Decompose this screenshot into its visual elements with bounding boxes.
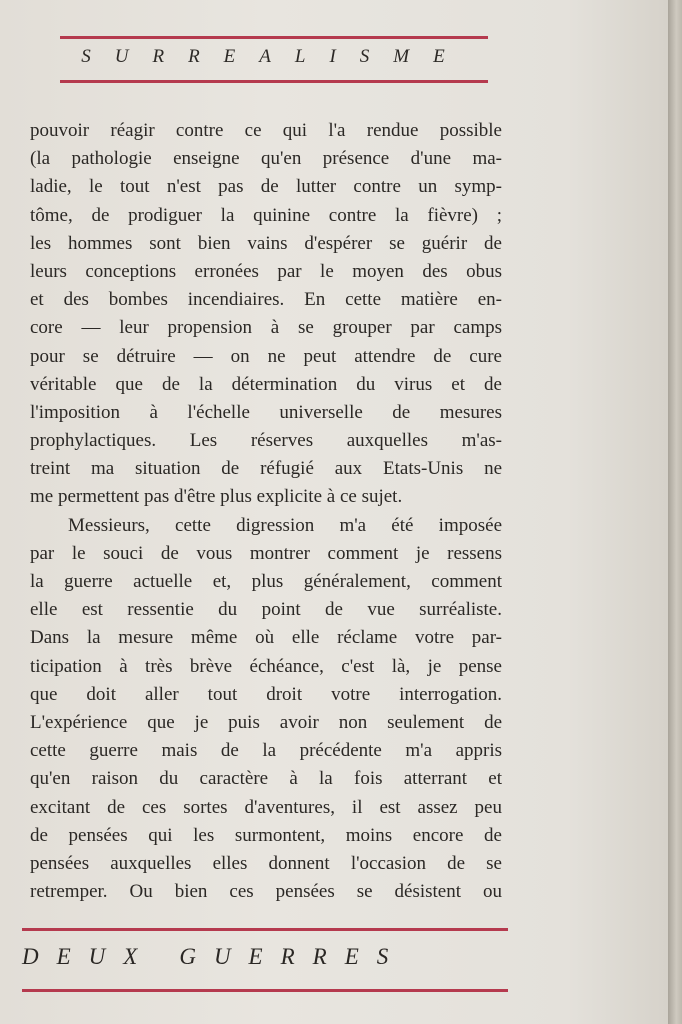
text-line: prophylactiques. Les réserves auxquelles m'as-: [30, 430, 502, 452]
text-line: pouvoir réagir contre ce qui l'a rendue possible: [30, 120, 502, 141]
text-line: les hommes sont bien vains d'espérer se guérir de: [30, 232, 502, 254]
footer-word-guerres: GUERRES: [179, 944, 407, 969]
text-line: elle est ressentie du point de vue surréaliste.: [30, 599, 502, 621]
text-line: l'imposition à l'échelle universelle de mesures: [30, 401, 502, 423]
text-line: (la pathologie enseigne qu'en présence d'une ma-: [30, 148, 502, 170]
text-line: que doit aller tout droit votre interrogation.: [30, 683, 502, 705]
text-line: pensées auxquelles elles donnent l'occasion de se: [30, 852, 502, 874]
text-line: et des bombes incendiaires. En cette matière en-: [30, 289, 502, 311]
text-line: core — leur propension à se grouper par camps: [30, 317, 502, 339]
text-line: véritable que de la détermination du virus et de: [30, 373, 502, 395]
footer-rule-top: [22, 928, 508, 931]
body-text: [30, 117, 502, 906]
text-line: pour se détruire — on ne peut attendre de cure: [30, 345, 502, 367]
text-line: treint ma situation de réfugié aux Etats-Unis ne: [30, 458, 502, 480]
text-line: Messieurs, cette digression m'a été imposée: [68, 514, 502, 536]
footer-rule-bottom: [22, 989, 508, 992]
header-rule-top: [60, 36, 488, 39]
footer-word-deux: DEUX: [22, 944, 156, 969]
text-line: Dans la mesure même où elle réclame votre par-: [30, 627, 502, 649]
text-line: par le souci de vous montrer comment je ressens: [30, 542, 502, 564]
running-title: SURREALISME: [81, 46, 469, 67]
text-line: retremper. Ou bien ces pensées se désistent ou: [30, 881, 502, 903]
text-line: cette guerre mais de la précédente m'a appris: [30, 740, 502, 762]
text-line: la guerre actuelle et, plus généralement, comment: [30, 571, 502, 592]
footer-title: [22, 944, 512, 970]
page-edge: [668, 0, 682, 1024]
text-line: leurs conceptions erronées par le moyen des obus: [30, 260, 502, 282]
text-line: excitant de ces sortes d'aventures, il est assez peu: [30, 796, 502, 818]
text-line: ticipation à très brève échéance, c'est là, je pense: [30, 655, 502, 677]
text-line: ladie, le tout n'est pas de lutter contre un symp-: [30, 176, 502, 198]
text-line: qu'en raison du caractère à la fois atterrant et: [30, 768, 502, 790]
header-rule-bottom: [60, 80, 488, 83]
text-line: de pensées qui les surmontent, moins encore de: [30, 824, 502, 846]
text-line: L'expérience que je puis avoir non seulement de: [30, 711, 502, 733]
text-line: me permettent pas d'être plus explicite à ce sujet.: [30, 486, 403, 508]
text-line: tôme, de prodiguer la quinine contre la fièvre) ;: [30, 204, 502, 226]
